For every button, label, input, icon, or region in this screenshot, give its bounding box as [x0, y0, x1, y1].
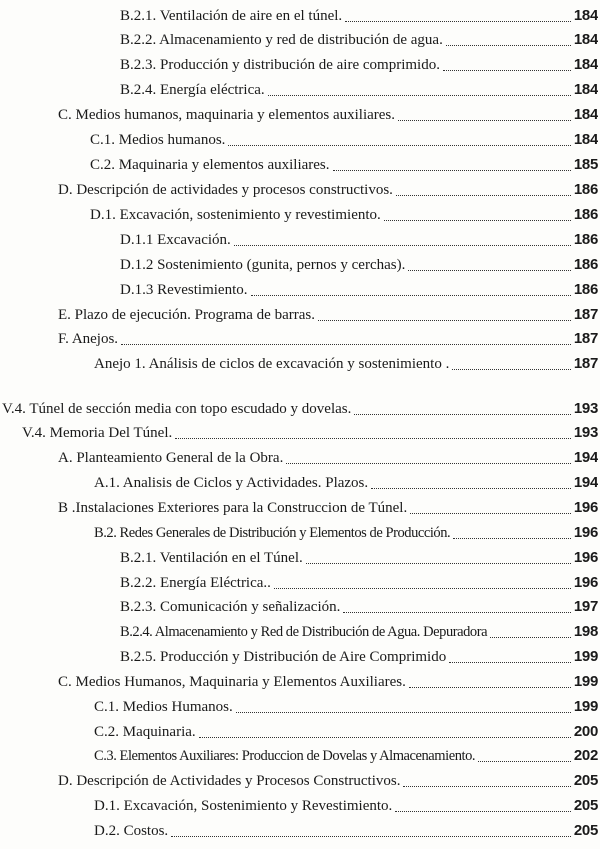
dot-leader [171, 836, 571, 837]
toc-entry-title: B.2.2. Almacenamiento y red de distribución de agua. [120, 32, 443, 48]
toc-entry-title: D.1.2 Sostenimiento (gunita, pernos y cerchas). [120, 257, 406, 273]
toc-entry [120, 571, 598, 595]
dot-leader [333, 170, 571, 171]
toc-entry-title: C.1. Medios humanos. [90, 132, 226, 148]
toc-entry-title: B.2.1. Ventilación de aire en el túnel. [120, 8, 343, 24]
dot-leader [371, 488, 571, 489]
toc-entry [120, 4, 598, 28]
toc-entry-page: 205 [573, 797, 598, 814]
toc-entry-page: 194 [573, 449, 598, 466]
toc-entry [58, 178, 598, 202]
toc-entry [90, 128, 598, 152]
toc-entry-title: C.2. Maquinaria. [94, 724, 196, 740]
dot-leader [452, 369, 571, 370]
toc-entry-title: B.2.4. Energía eléctrica. [120, 82, 265, 98]
toc-entry-page: 186 [573, 206, 598, 223]
toc-entry-title: C.3. Elementos Auxiliares: Produccion de Dovelas y Almacenamiento. [94, 748, 476, 764]
dot-leader [345, 21, 571, 22]
toc-entry-title: D.1.3 Revestimiento. [120, 282, 248, 298]
toc-entry-page: 184 [573, 56, 598, 73]
toc-entry [94, 695, 598, 719]
dot-leader [354, 414, 571, 415]
toc-entry-title: E. Plazo de ejecución. Programa de barras. [58, 307, 315, 323]
toc-entry [94, 744, 598, 768]
toc-entry [120, 645, 598, 669]
dot-leader [306, 563, 571, 564]
toc-entry-page: 186 [573, 281, 598, 298]
dot-leader [395, 811, 571, 812]
toc-entry-page: 186 [573, 181, 598, 198]
dot-leader [121, 344, 571, 345]
dot-leader [396, 195, 571, 196]
toc-entry-page: 185 [573, 156, 598, 173]
toc-entry-title: Anejo 1. Análisis de ciclos de excavación y sostenimiento . [94, 356, 450, 372]
toc-entry-title: B .Instalaciones Exteriores para la Construccion de Túnel. [58, 500, 408, 516]
toc-entry-title: A. Planteamiento General de la Obra. [58, 450, 284, 466]
toc-entry [94, 471, 598, 495]
dot-leader [449, 662, 571, 663]
dot-leader [274, 588, 571, 589]
dot-leader [398, 120, 571, 121]
dot-leader [268, 95, 571, 96]
toc-entry-page: 197 [573, 598, 598, 615]
toc-entry [120, 620, 598, 644]
dot-leader [408, 270, 571, 271]
toc-entry-title: C. Medios Humanos, Maquinaria y Elementos Auxiliares. [58, 674, 406, 690]
toc-entry-page: 184 [573, 81, 598, 98]
toc-entry-page: 205 [573, 772, 598, 789]
dot-leader [453, 538, 571, 539]
dot-leader [234, 245, 571, 246]
toc-entry-page: 202 [573, 747, 598, 764]
toc-entry [94, 819, 598, 843]
dot-leader [286, 463, 571, 464]
toc-entry-title: V.4. Memoria Del Túnel. [22, 425, 173, 441]
toc-entry-title: D. Descripción de actividades y procesos constructivos. [58, 182, 393, 198]
dot-leader [409, 687, 571, 688]
toc-entry [90, 203, 598, 227]
dot-leader [443, 70, 571, 71]
dot-leader [318, 320, 571, 321]
toc-entry [94, 521, 598, 545]
toc-entry-title: C.2. Maquinaria y elementos auxiliares. [90, 157, 330, 173]
toc-entry-title: B.2.4. Almacenamiento y Red de Distribución de Agua. Depuradora [120, 624, 488, 640]
toc-entry-page: 184 [573, 131, 598, 148]
dot-leader [175, 438, 571, 439]
dot-leader [490, 637, 571, 638]
toc-entry [94, 720, 598, 744]
dot-leader [236, 712, 571, 713]
dot-leader [446, 45, 571, 46]
dot-leader [478, 761, 571, 762]
toc-entry-title: B.2.5. Producción y Distribución de Aire Comprimido [120, 649, 447, 665]
toc-entry [22, 421, 598, 445]
toc-entry [94, 794, 598, 818]
toc-entry-page: 184 [573, 106, 598, 123]
toc-entry-page: 199 [573, 673, 598, 690]
dot-leader [384, 220, 571, 221]
toc-entry-page: 186 [573, 231, 598, 248]
toc-entry [120, 78, 598, 102]
toc-entry-title: V.4. Túnel de sección media con topo escudado y dovelas. [2, 401, 352, 417]
toc-entry-title: C. Medios humanos, maquinaria y elementos auxiliares. [58, 107, 396, 123]
toc-entry-page: 200 [573, 723, 598, 740]
toc-entry-page: 186 [573, 256, 598, 273]
toc-entry [58, 303, 598, 327]
toc-entry [2, 397, 598, 421]
toc-entry-page: 205 [573, 822, 598, 839]
toc-entry [120, 53, 598, 77]
toc-entry [58, 670, 598, 694]
toc-entry [120, 278, 598, 302]
toc-entry-page: 196 [573, 499, 598, 516]
toc-entry-page: 184 [573, 31, 598, 48]
toc-entry-title: F. Anejos. [58, 331, 119, 347]
toc-entry [120, 228, 598, 252]
toc-entry-page: 193 [573, 424, 598, 441]
toc-entry-title: A.1. Analisis de Ciclos y Actividades. Plazos. [94, 475, 369, 491]
toc-entry [90, 153, 598, 177]
toc-entry-page: 187 [573, 306, 598, 323]
toc-entry-title: B.2.3. Comunicación y señalización. [120, 599, 341, 615]
toc-entry-title: D.1. Excavación, sostenimiento y revestimiento. [90, 207, 381, 223]
toc-entry-page: 184 [573, 7, 598, 24]
toc-entry [58, 446, 598, 470]
toc-entry-title: B.2. Redes Generales de Distribución y Elementos de Producción. [94, 525, 451, 541]
toc-entry-title: D.1. Excavación, Sostenimiento y Revestimiento. [94, 798, 393, 814]
toc-entry [120, 595, 598, 619]
toc-entry [94, 352, 598, 376]
toc-entry [120, 546, 598, 570]
toc-entry-page: 187 [573, 330, 598, 347]
toc-entry-page: 193 [573, 400, 598, 417]
toc-entry-page: 196 [573, 549, 598, 566]
toc-entry [120, 253, 598, 277]
toc-entry-title: D.2. Costos. [94, 823, 169, 839]
toc-entry-page: 194 [573, 474, 598, 491]
toc-entry [120, 28, 598, 52]
toc-entry-page: 196 [573, 524, 598, 541]
toc-entry-page: 196 [573, 574, 598, 591]
toc-entry [58, 103, 598, 127]
dot-leader [199, 737, 571, 738]
toc-entry-page: 187 [573, 355, 598, 372]
toc-entry-page: 198 [573, 623, 598, 640]
toc-entry-title: B.2.1. Ventilación en el Túnel. [120, 550, 303, 566]
toc-entry [58, 769, 598, 793]
toc-entry-title: D. Descripción de Actividades y Procesos Constructivos. [58, 773, 401, 789]
toc-entry-title: B.2.3. Producción y distribución de aire comprimido. [120, 57, 440, 73]
toc-entry-title: D.1.1 Excavación. [120, 232, 231, 248]
dot-leader [403, 786, 570, 787]
toc-entry-page: 199 [573, 648, 598, 665]
toc-entry-title: B.2.2. Energía Eléctrica.. [120, 575, 271, 591]
dot-leader [410, 513, 571, 514]
toc-entry-title: C.1. Medios Humanos. [94, 699, 233, 715]
dot-leader [251, 295, 571, 296]
toc-entry-page: 199 [573, 698, 598, 715]
toc-entry [58, 496, 598, 520]
toc-entry [58, 327, 598, 351]
dot-leader [228, 145, 570, 146]
dot-leader [343, 612, 570, 613]
